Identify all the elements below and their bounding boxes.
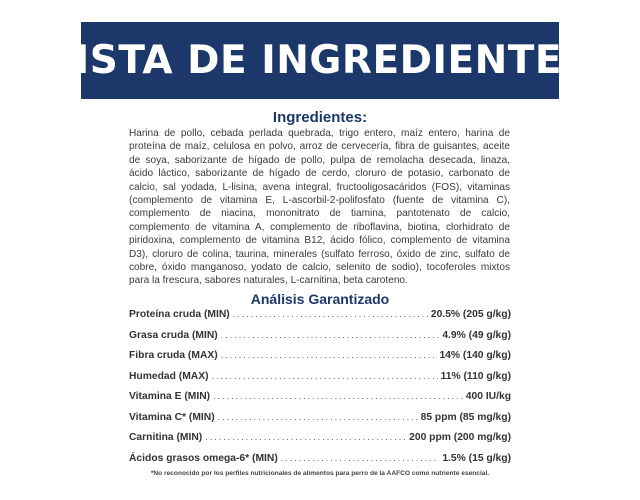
ingredients-heading: Ingredientes: <box>272 109 368 126</box>
analysis-row-fiber <box>129 350 511 371</box>
dot-leader <box>218 412 418 422</box>
analysis-value: 200 ppm (200 mg/kg) <box>409 432 511 443</box>
analysis-label: Proteína cruda (MIN) <box>129 309 230 320</box>
dot-leader <box>205 432 406 442</box>
analysis-value: 20.5% (205 g/kg) <box>430 309 511 320</box>
analysis-label: Vitamina C* (MIN) <box>129 411 215 423</box>
analysis-row-vitamin-c <box>129 412 511 433</box>
dot-leader <box>221 330 440 340</box>
footnote: *No reconocido por los perfiles nutricionales de alimentos para perro de la AAFCO como nutriente esencial. <box>150 470 490 477</box>
dot-leader <box>281 453 440 463</box>
analysis-row-protein <box>129 309 511 330</box>
analysis-label: Vitamina E (MIN) <box>129 391 211 402</box>
analysis-value: 11% (110 g/kg) <box>440 370 511 382</box>
analysis-row-vitamin-e <box>129 391 511 412</box>
analysis-label: Fibra cruda (MAX) <box>129 350 218 361</box>
analysis-value: 85 ppm (85 mg/kg) <box>420 411 511 423</box>
title-banner <box>49 22 591 99</box>
dot-leader <box>212 371 438 381</box>
dot-leader <box>213 391 463 401</box>
analysis-label: Grasa cruda (MIN) <box>129 329 218 341</box>
analysis-value: 400 IU/kg <box>465 391 511 402</box>
guaranteed-analysis-table <box>129 309 511 473</box>
analysis-label: Ácidos grasos omega-6* (MIN) <box>129 452 278 464</box>
dot-leader <box>221 350 437 360</box>
analysis-value: 1.5% (15 g/kg) <box>442 452 511 464</box>
page-title: LISTA DE INGREDIENTES <box>49 38 591 83</box>
analysis-row-carnitine <box>129 432 511 453</box>
analysis-heading: Análisis Garantizado <box>250 291 390 307</box>
analysis-row-moisture <box>129 371 511 392</box>
analysis-value: 4.9% (49 g/kg) <box>442 329 511 341</box>
ingredients-text: Harina de pollo, cebada perlada quebrada, trigo entero, maíz entero, harina de proteína de maíz, celulosa en polvo, arroz de cervecería, fibra de guisantes, aceite de soya, saborizante de hígado de pollo, pulpa de remolacha desecada, linaza, ácido láctico, saborizante de hígado de cerdo, cloruro de potasio, carbonato de calcio, sal yodada, L-lisina, avena integral, fructooligosacáridos (FOS), vitaminas (complemento de vitamina E, L-ascorbil-2-polifosfato (fuente de vitamina C), complemento de niacina, mononitrato de tiamina, pantotenato de calcio, complemento de vitamina A, complemento de riboflavina, biotina, clorhidrato de piridoxina, complemento de vitamina B12, ácido fólico, complemento de vitamina D3), cloruro de colina, taurina, minerales (sulfato ferroso, óxido de zinc, sulfato de cobre, óxido manganoso, yodato de calcio, selenito de sodio), tocoferoles mixtos para la frescura, sabores naturales, L-carnitina, beta caroteno. <box>129 128 510 287</box>
analysis-label: Carnitina (MIN) <box>129 432 203 443</box>
analysis-row-fat <box>129 330 511 351</box>
dot-leader <box>233 309 428 319</box>
analysis-label: Humedad (MAX) <box>129 370 209 382</box>
analysis-value: 14% (140 g/kg) <box>439 350 511 361</box>
